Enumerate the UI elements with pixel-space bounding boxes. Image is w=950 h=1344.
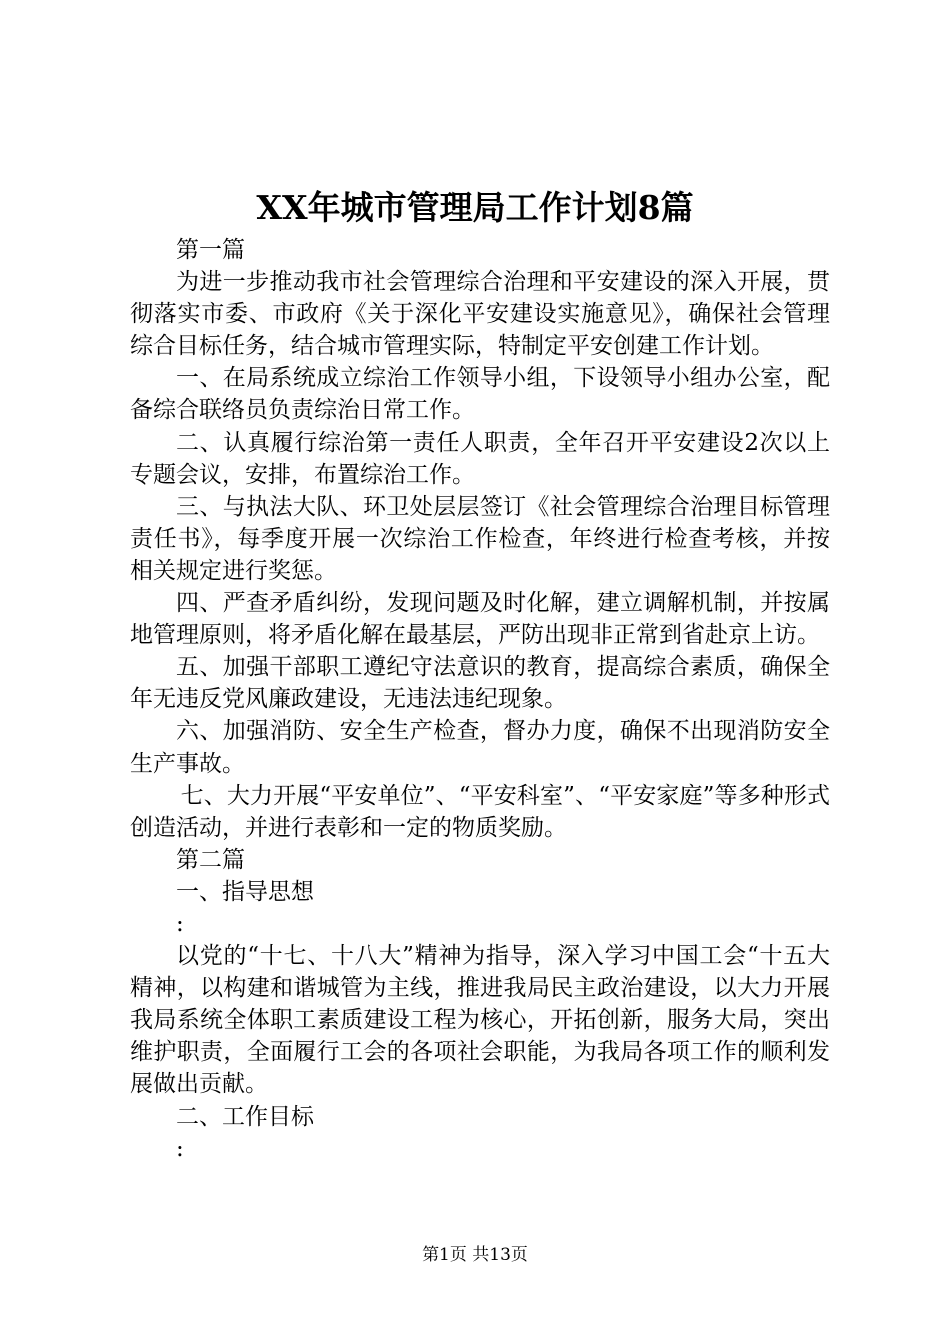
- paragraph: 一、在局系统成立综治工作领导小组，下设领导小组办公室，配备综合联络员负责综治日常工作。: [130, 365, 830, 424]
- paragraph: 七、大力开展“平安单位”、“平安科室”、“平安家庭”等多种形式创造活动，并进行表彰和一定的物质奖励。: [130, 782, 830, 841]
- page-footer: 第1页 共13页: [422, 1245, 528, 1265]
- paragraph: 四、严查矛盾纠纷，发现问题及时化解，建立调解机制，并按属地管理原则，将矛盾化解在最基层，严防出现非正常到省赴京上访。: [130, 590, 830, 649]
- paragraph: 为进一步推动我市社会管理综合治理和平安建设的深入开展，贯彻落实市委、市政府《关于深化平安建设实施意见》，确保社会管理综合目标任务，结合城市管理实际，特制定平安创建工作计划。: [130, 269, 830, 360]
- colon-line: :: [176, 910, 184, 937]
- section-heading: 第二篇: [176, 846, 245, 873]
- document-body: [130, 234, 830, 1165]
- subsection-heading: 二、工作目标: [176, 1103, 314, 1130]
- paragraph: 三、与执法大队、环卫处层层签订《社会管理综合治理目标管理责任书》，每季度开展一次综治工作检查，年终进行检查考核，并按相关规定进行奖惩。: [130, 493, 830, 584]
- subsection-heading: 一、指导思想: [176, 878, 314, 905]
- paragraph: 以党的“十七、十八大”精神为指导，深入学习中国工会“十五大精神，以构建和谐城管为主线，推进我局民主政治建设，以大力开展我局系统全体职工素质建设工程为核心，开拓创新，服务大局，突出维护职责，全面履行工会的各项社会职能，为我局各项工作的顺利发展做出贡献。: [130, 943, 830, 1098]
- paragraph: 二、认真履行综治第一责任人职责，全年召开平安建设2次以上专题会议，安排，布置综治工作。: [130, 429, 830, 488]
- section-heading: 第一篇: [176, 237, 245, 263]
- paragraph: 六、加强消防、安全生产检查，督办力度，确保不出现消防安全生产事故。: [130, 718, 830, 777]
- document-title: XX年城市管理局工作计划8篇: [256, 188, 694, 227]
- colon-line: :: [176, 1135, 184, 1162]
- paragraph: 五、加强干部职工遵纪守法意识的教育，提高综合素质，确保全年无违反党风廉政建设，无违法违纪现象。: [130, 654, 830, 713]
